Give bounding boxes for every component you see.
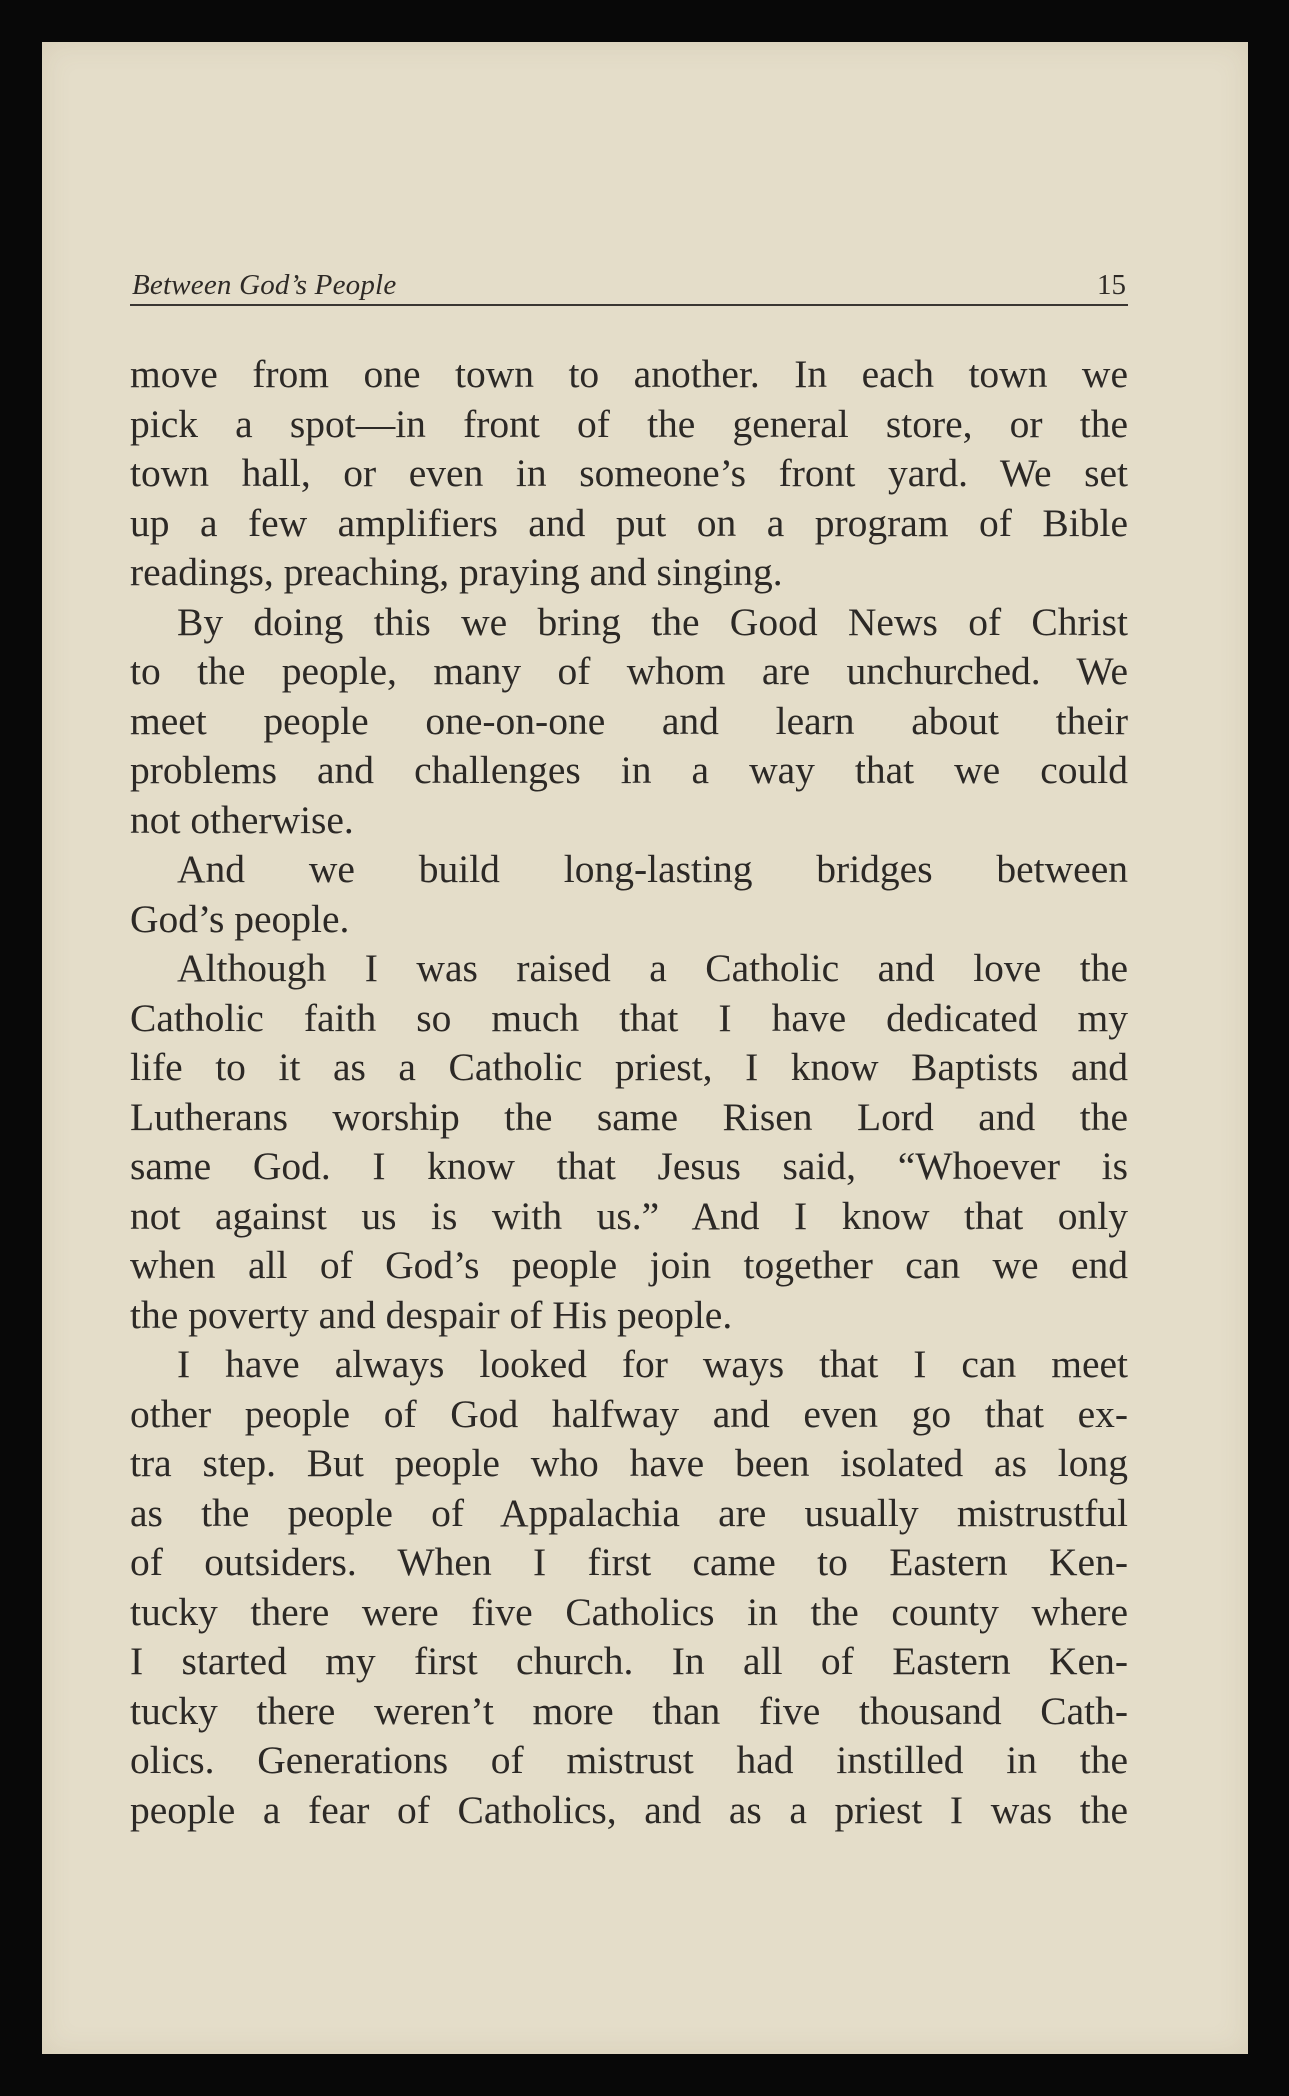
- text-line: same God. I know that Jesus said, “Whoever is: [130, 1144, 1128, 1188]
- text-line: tucky there weren’t more than five thousand Cath-: [130, 1688, 1128, 1733]
- text-line: God’s people.: [130, 896, 350, 941]
- text-line: when all of God’s people join together can we end: [130, 1243, 1128, 1287]
- text-line: to the people, many of whom are unchurched. We: [130, 649, 1128, 693]
- text-line: not otherwise.: [130, 797, 354, 842]
- text-line: as the people of Appalachia are usually mistrustful: [130, 1490, 1128, 1535]
- text-line: Catholic faith so much that I have dedicated my: [130, 995, 1128, 1040]
- text-line: problems and challenges in a way that we could: [130, 748, 1128, 792]
- text-line: Although I was raised a Catholic and love the: [177, 946, 1128, 990]
- text-line: olics. Generations of mistrust had instilled in the: [130, 1738, 1128, 1782]
- text-line: Lutherans worship the same Risen Lord and the: [130, 1094, 1128, 1139]
- text-line: I have always looked for ways that I can meet: [177, 1342, 1128, 1386]
- text-line: move from one town to another. In each town we: [130, 352, 1128, 396]
- text-line: town hall, or even in someone’s front yard. We set: [130, 451, 1128, 495]
- page-number: 15: [1097, 269, 1126, 301]
- text-line: life to it as a Catholic priest, I know Baptists and: [130, 1045, 1128, 1089]
- body-text: [130, 350, 1128, 1835]
- text-line: the poverty and despair of His people.: [130, 1292, 733, 1337]
- text-line: meet people one-on-one and learn about their: [130, 698, 1128, 743]
- text-line: not against us is with us.” And I know that only: [130, 1193, 1128, 1238]
- text-line: pick a spot—in front of the general store, or the: [130, 401, 1128, 446]
- text-line: readings, preaching, praying and singing.: [130, 550, 783, 594]
- running-head-title: Between God’s People: [132, 269, 397, 301]
- text-line: tra step. But people who have been isolated as long: [130, 1441, 1128, 1485]
- text-line: other people of God halfway and even go that ex-: [130, 1391, 1128, 1436]
- running-header: [130, 264, 1128, 306]
- text-line: And we build long-lasting bridges between: [177, 847, 1128, 891]
- text-line: By doing this we bring the Good News of Christ: [177, 599, 1128, 644]
- text-line: tucky there were five Catholics in the county where: [130, 1589, 1128, 1634]
- text-line: of outsiders. When I first came to Eastern Ken-: [130, 1540, 1128, 1584]
- text-line: people a fear of Catholics, and as a priest I was the: [130, 1787, 1128, 1832]
- text-line: up a few amplifiers and put on a program of Bible: [130, 500, 1128, 545]
- text-line: I started my first church. In all of Eastern Ken-: [130, 1639, 1128, 1683]
